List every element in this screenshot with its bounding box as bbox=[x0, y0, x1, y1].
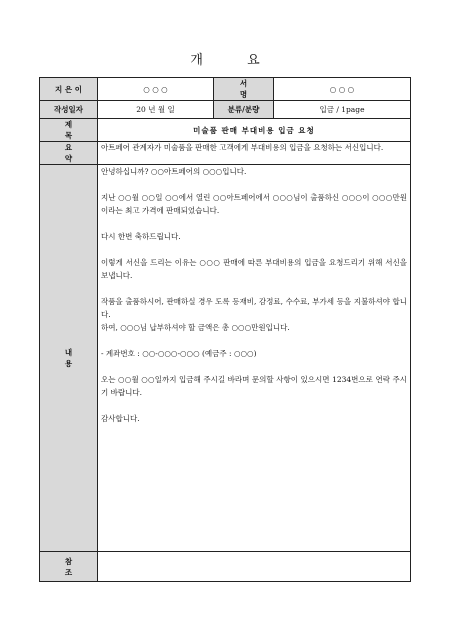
signature-label: 서 명 bbox=[214, 78, 274, 101]
date-label: 작성일자 bbox=[40, 101, 98, 119]
page-title: 개 요 bbox=[190, 53, 280, 68]
category-label: 분류/분량 bbox=[214, 101, 274, 119]
signature-value[interactable]: ○ ○ ○ bbox=[274, 78, 411, 101]
content-paragraph: 안녕하십니까? ○○아트페어의 ○○○입니다. bbox=[101, 167, 247, 176]
reference-value[interactable] bbox=[98, 552, 411, 582]
content-paragraph: - 계좌번호 : ○○-○○○-○○○ (예금주 : ○○○) bbox=[101, 349, 257, 358]
content-body[interactable] bbox=[98, 165, 411, 552]
reference-label: 참 조 bbox=[40, 552, 98, 582]
document-form bbox=[39, 77, 411, 582]
category-value[interactable]: 입금 / 1page bbox=[274, 101, 411, 119]
date-value[interactable]: 20 년 월 일 bbox=[98, 101, 214, 119]
subject-value[interactable]: 미술품 판매 부대비용 입금 요청 bbox=[98, 119, 411, 142]
content-paragraph: 감사합니다. bbox=[101, 414, 140, 423]
content-paragraph: 이렇게 서신을 드리는 이유는 ○○○ 판매에 따른 부대비용의 입금을 요청드리기 위해 서신을 보냅니다. bbox=[101, 258, 407, 280]
content-paragraph: 지난 ○○월 ○○일 ○○에서 열린 ○○아트페어에서 ○○○님이 출품하신 ○○○이 ○○○만원이라는 최고 가격에 판매되었습니다. bbox=[101, 193, 407, 215]
author-value[interactable]: ○ ○ ○ bbox=[98, 78, 214, 101]
subject-label: 제 목 bbox=[40, 119, 98, 142]
author-label: 지 은 이 bbox=[40, 78, 98, 101]
content-paragraph: 하여, ○○○님 납부하셔야 할 금액은 총 ○○○만원입니다. bbox=[101, 323, 290, 332]
content-paragraph: 작품을 출품하시어, 판매하실 경우 도록 등재비, 감정료, 수수료, 부가세 등을 지불하셔야 합니다. bbox=[101, 297, 407, 319]
summary-value[interactable]: 아트페어 관계자가 미술품을 판매한 고객에게 부대비용의 입금을 요청하는 서신입니다. bbox=[98, 142, 411, 165]
content-paragraph: 오는 ○○월 ○○일까지 입금해 주시길 바라며 문의할 사항이 있으시면 1234번으로 연락 주시기 바랍니다. bbox=[101, 375, 407, 397]
content-paragraph: 다시 한번 축하드립니다. bbox=[101, 232, 181, 241]
summary-label: 요 약 bbox=[40, 142, 98, 165]
content-label: 내 용 bbox=[40, 165, 98, 552]
